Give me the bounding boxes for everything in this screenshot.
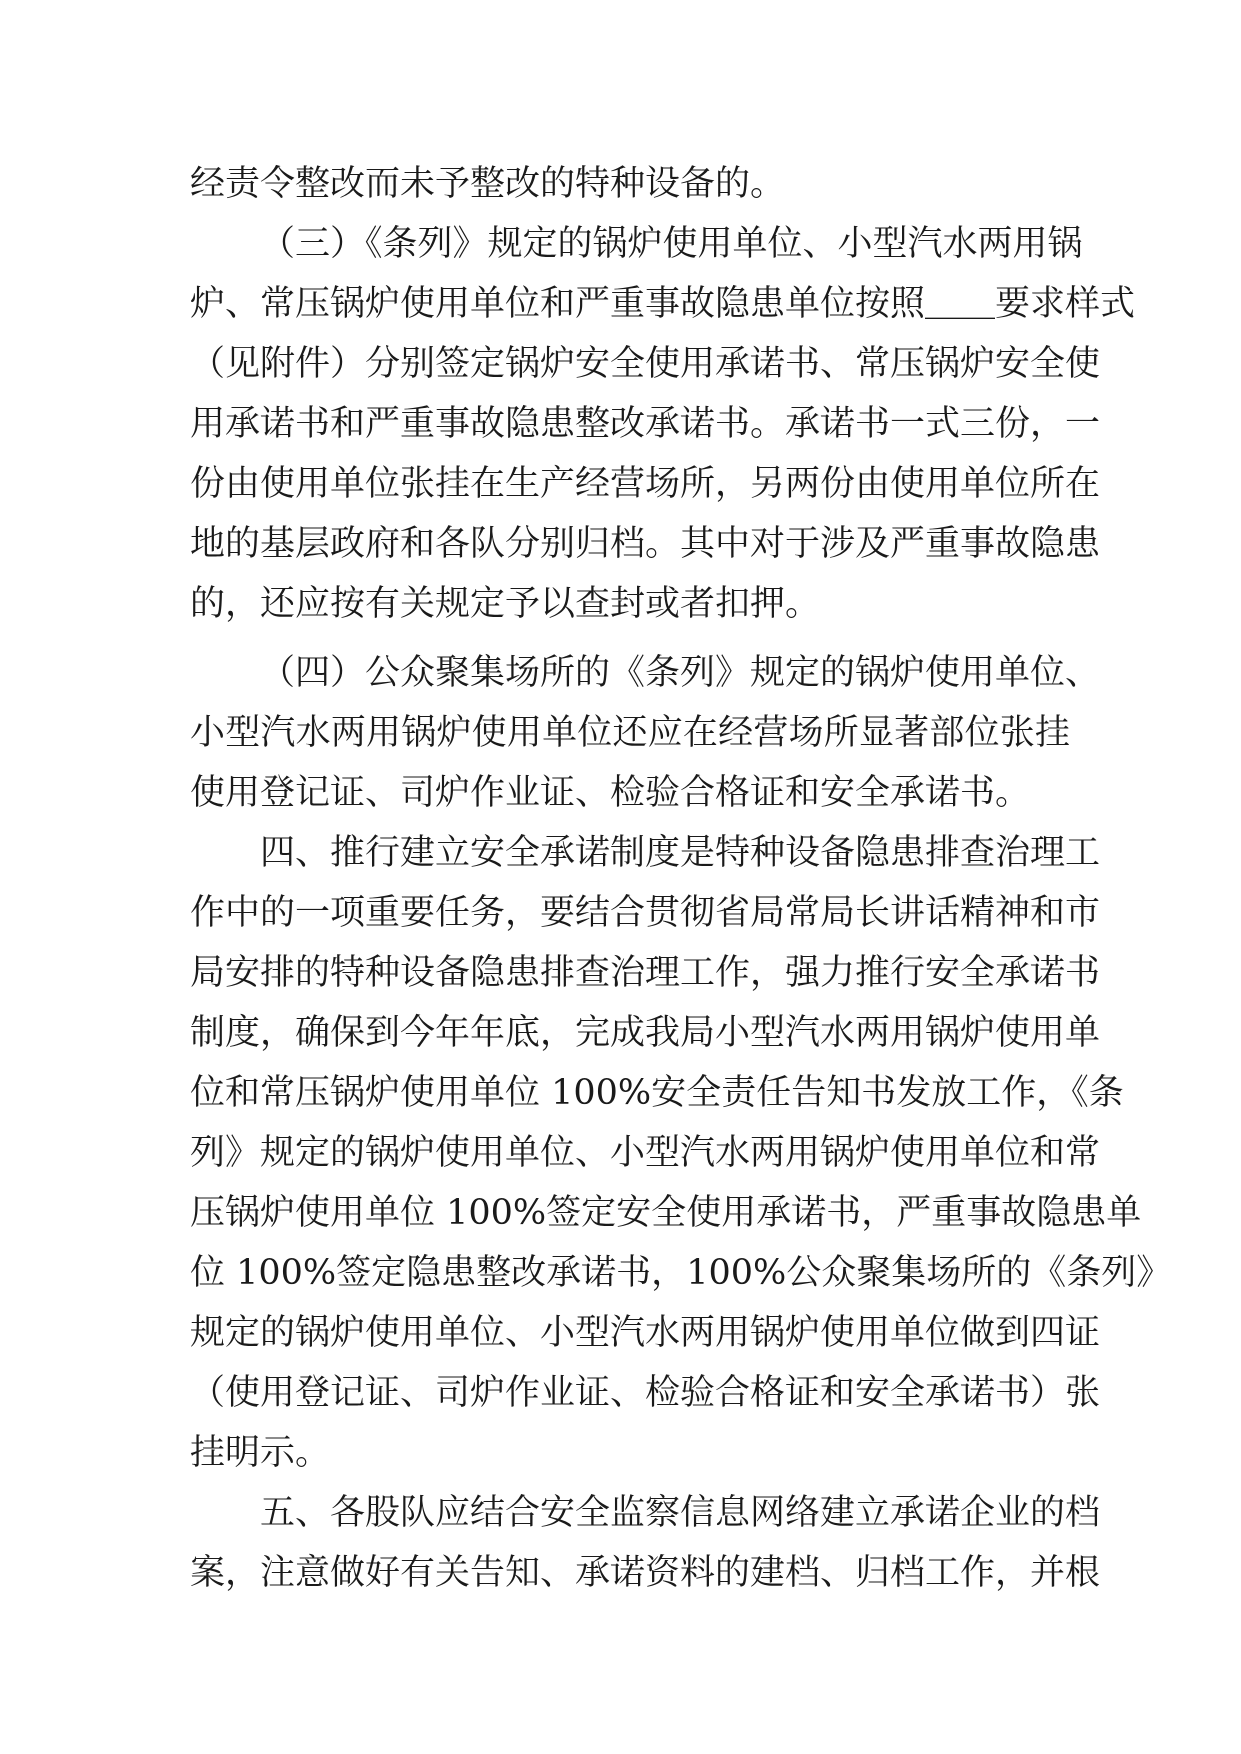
paragraph-line: 规定的锅炉使用单位、小型汽水两用锅炉使用单位做到四证 [190,1313,1101,1353]
paragraph-line: （三）《条列》规定的锅炉使用单位、小型汽水两用锅 [260,224,1083,264]
paragraph-line: 的，还应按有关规定予以查封或者扣押。 [190,584,821,624]
paragraph-line: 制度，确保到今年年底，完成我局小型汽水两用锅炉使用单 [190,1013,1101,1053]
paragraph-line: 位 100%签定隐患整改承诺书，100%公众聚集场所的《条列》 [190,1253,1172,1293]
paragraph-line: 案，注意做好有关告知、承诺资料的建档、归档工作，并根 [190,1553,1101,1593]
paragraph-line: 用承诺书和严重事故隐患整改承诺书。承诺书一式三份，一 [190,404,1101,444]
paragraph-line: 位和常压锅炉使用单位 100%安全责任告知书发放工作，《条 [190,1073,1124,1113]
paragraph-line: （见附件）分别签定锅炉安全使用承诺书、常压锅炉安全使 [190,344,1101,384]
paragraph-line: 四、推行建立安全承诺制度是特种设备隐患排查治理工 [260,833,1101,873]
paragraph-line: 经责令整改而未予整改的特种设备的。 [190,164,786,204]
paragraph-line: （四）公众聚集场所的《条列》规定的锅炉使用单位、 [260,653,1101,693]
paragraph-line: 小型汽水两用锅炉使用单位还应在经营场所显著部位张挂 [190,713,1070,753]
paragraph-line: 五、各股队应结合安全监察信息网络建立承诺企业的档 [260,1493,1101,1533]
paragraph-line: 列》规定的锅炉使用单位、小型汽水两用锅炉使用单位和常 [190,1133,1101,1173]
paragraph-line: 挂明示。 [190,1433,331,1473]
paragraph-line: 局安排的特种设备隐患排查治理工作，强力推行安全承诺书 [190,953,1101,993]
paragraph-line: 地的基层政府和各队分别归档。其中对于涉及严重事故隐患 [190,524,1101,564]
paragraph-line: 份由使用单位张挂在生产经营场所，另两份由使用单位所在 [190,464,1101,504]
paragraph-line: 压锅炉使用单位 100%签定安全使用承诺书，严重事故隐患单 [190,1193,1142,1233]
paragraph-line: （使用登记证、司炉作业证、检验合格证和安全承诺书）张 [190,1373,1101,1413]
paragraph-line: 炉、常压锅炉使用单位和严重事故隐患单位按照＿＿要求样式 [190,284,1136,324]
paragraph-line: 作中的一项重要任务，要结合贯彻省局常局长讲话精神和市 [190,893,1101,933]
paragraph-line: 使用登记证、司炉作业证、检验合格证和安全承诺书。 [190,773,1031,813]
